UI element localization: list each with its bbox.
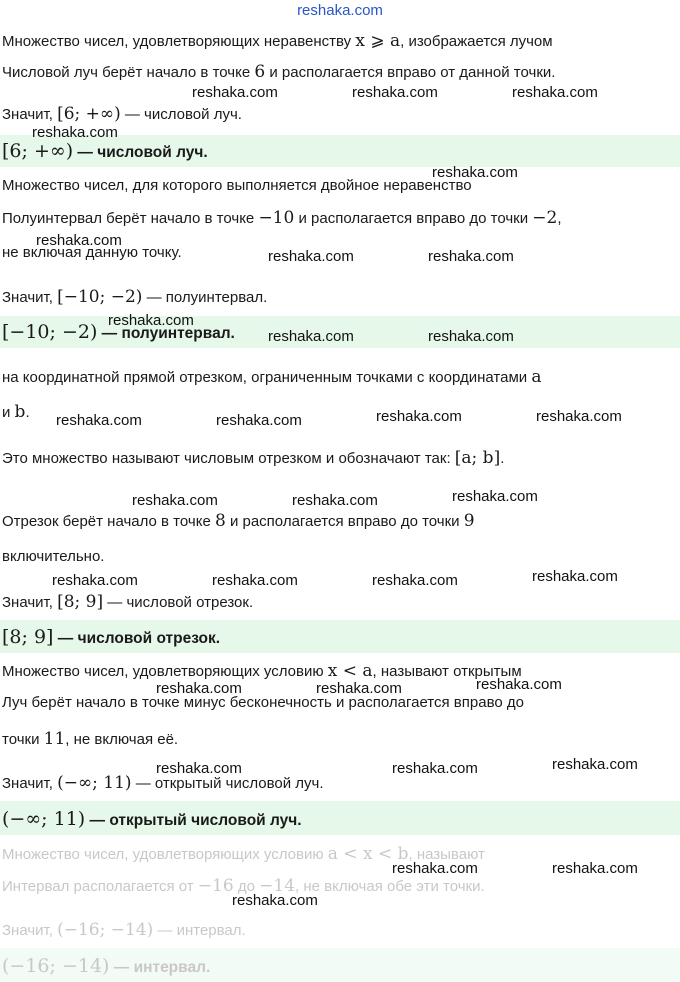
watermark: reshaka.com bbox=[432, 164, 518, 181]
text-line: Значит, [−10; −2) — полуинтервал. bbox=[2, 287, 268, 307]
text-line: на координатной прямой отрезком, ограниченным точками с координатами a bbox=[2, 367, 542, 387]
watermark: reshaka.com bbox=[56, 412, 142, 429]
text-line: Множество чисел, удовлетворяющих условию a < x < b, называют bbox=[2, 844, 485, 864]
watermark: reshaka.com bbox=[392, 860, 478, 877]
watermark: reshaka.com bbox=[268, 248, 354, 265]
answer-box: [−10; −2) — полуинтервал. bbox=[0, 316, 680, 348]
watermark: reshaka.com bbox=[392, 760, 478, 777]
answer-box: [6; +∞) — числовой луч. bbox=[0, 135, 680, 167]
answer-box: (−∞; 11) — открытый числовой луч. bbox=[0, 801, 680, 835]
text-line: включительно. bbox=[2, 548, 105, 565]
watermark: reshaka.com bbox=[192, 84, 278, 101]
text-line: Отрезок берёт начало в точке 8 и располагается вправо до точки 9 bbox=[2, 511, 475, 531]
text-line: Множество чисел, удовлетворяющих неравенству x ⩾ a, изображается лучом bbox=[2, 31, 553, 51]
watermark: reshaka.com bbox=[376, 408, 462, 425]
watermark: reshaka.com bbox=[212, 572, 298, 589]
watermark: reshaka.com bbox=[316, 680, 402, 697]
watermark: reshaka.com bbox=[512, 84, 598, 101]
watermark: reshaka.com bbox=[156, 680, 242, 697]
watermark: reshaka.com bbox=[36, 232, 122, 249]
watermark: reshaka.com bbox=[232, 892, 318, 909]
watermark: reshaka.com bbox=[428, 328, 514, 345]
watermark: reshaka.com bbox=[108, 312, 194, 329]
text-line: Луч берёт начало в точке минус бесконечность и располагается вправо до bbox=[2, 694, 524, 711]
text-line: Значит, [6; +∞) — числовой луч. bbox=[2, 104, 242, 124]
watermark: reshaka.com bbox=[428, 248, 514, 265]
answer-box: [8; 9] — числовой отрезок. bbox=[0, 620, 680, 653]
text-line: Полуинтервал берёт начало в точке −10 и располагается вправо до точки −2, bbox=[2, 208, 562, 228]
text-line: Значит, (−∞; 11) — открытый числовой луч. bbox=[2, 773, 324, 793]
watermark: reshaka.com bbox=[552, 860, 638, 877]
text-line: Множество чисел, для которого выполняется двойное неравенство bbox=[2, 177, 472, 194]
watermark: reshaka.com bbox=[552, 756, 638, 773]
watermark: reshaka.com bbox=[32, 124, 118, 141]
watermark: reshaka.com bbox=[132, 492, 218, 509]
text-line: Значит, [8; 9] — числовой отрезок. bbox=[2, 592, 254, 612]
watermark: reshaka.com bbox=[532, 568, 618, 585]
text-line: не включая данную точку. bbox=[2, 244, 182, 261]
watermark: reshaka.com bbox=[536, 408, 622, 425]
answer-box: (−16; −14) — интервал. bbox=[0, 948, 680, 982]
text-line: Интервал располагается от −16 до −14, не включая обе эти точки. bbox=[2, 876, 485, 896]
watermark: reshaka.com bbox=[452, 488, 538, 505]
text-line: Числовой луч берёт начало в точке 6 и располагается вправо от данной точки. bbox=[2, 62, 556, 82]
site-header[interactable]: reshaka.com bbox=[297, 2, 383, 19]
text-line: Значит, (−16; −14) — интервал. bbox=[2, 920, 246, 940]
text-line: Множество чисел, удовлетворяющих условию x < a, называют открытым bbox=[2, 661, 522, 681]
watermark: reshaka.com bbox=[476, 676, 562, 693]
watermark: reshaka.com bbox=[352, 84, 438, 101]
text-line: точки 11, не включая её. bbox=[2, 729, 179, 749]
text-line: и b. bbox=[2, 402, 30, 422]
watermark: reshaka.com bbox=[156, 760, 242, 777]
watermark: reshaka.com bbox=[372, 572, 458, 589]
watermark: reshaka.com bbox=[216, 412, 302, 429]
watermark: reshaka.com bbox=[52, 572, 138, 589]
watermark: reshaka.com bbox=[268, 328, 354, 345]
text-line: Это множество называют числовым отрезком и обозначают так: [a; b]. bbox=[2, 448, 505, 468]
watermark: reshaka.com bbox=[292, 492, 378, 509]
